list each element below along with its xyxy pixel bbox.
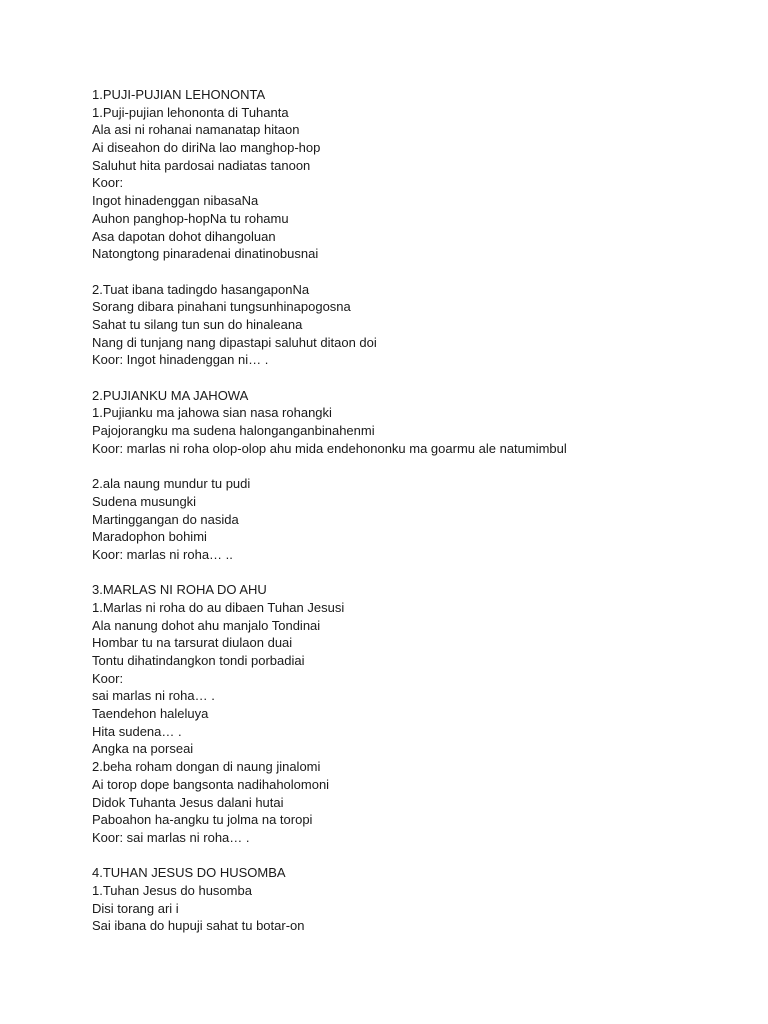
text-line: 1.Marlas ni roha do au dibaen Tuhan Jesusi — [92, 599, 345, 615]
blank-line — [92, 369, 712, 387]
text-line: Koor: marlas ni roha… .. — [92, 546, 233, 562]
text-line: Koor: — [92, 175, 124, 191]
text-line: Tontu dihatindangkon tondi porbadiai — [92, 653, 305, 668]
text-line: Paboahon ha-angku tu jolma na toropi — [92, 812, 313, 828]
text-line: Hombar tu na tarsurat diulaon duai — [92, 635, 293, 651]
text-line: Disi torang ari i — [92, 900, 179, 916]
text-line: Saluhut hita pardosai nadiatas tanoon — [92, 157, 311, 173]
text-line: Sorang dibara pinahani tungsunhinapogosna — [92, 299, 351, 315]
text-line: 1.Puji-pujian lehononta di Tuhanta — [92, 104, 289, 120]
text-line: 2.PUJIANKU MA JAHOWA — [92, 387, 249, 403]
text-line: Ala nanung dohot ahu manjalo Tondinai — [92, 617, 321, 633]
text-line: Koor: — [92, 670, 124, 686]
text-line: 4.TUHAN JESUS DO HUSOMBA — [92, 865, 286, 881]
text-line: Ai diseahon do diriNa lao manghop-hop — [92, 140, 321, 156]
text-line: sai marlas ni roha… . — [92, 688, 215, 704]
text-line: Asa dapotan dohot dihangoluan — [92, 228, 276, 244]
blank-line — [92, 457, 712, 475]
text-line: 1.Tuhan Jesus do husomba — [92, 882, 252, 898]
text-line: Hita sudena… . — [92, 723, 182, 739]
text-line: Taendehon haleluya — [92, 706, 209, 722]
text-line: Maradophon bohimi — [92, 529, 207, 545]
text-line: Pajojorangku ma sudena halonganganbinahenmi — [92, 423, 375, 439]
song-lyrics-text — [92, 86, 712, 935]
text-line: Koor: Ingot hinadenggan ni… . — [92, 352, 269, 368]
text-line: Martinggangan do nasida — [92, 511, 239, 527]
blank-line — [92, 847, 712, 865]
text-line: Ingot hinadenggan nibasaNa — [92, 193, 259, 209]
text-line: Ala asi ni rohanai namanatap hitaon — [92, 122, 300, 138]
text-line: Angka na porseai — [92, 741, 194, 757]
text-line: Nang di tunjang nang dipastapi saluhut ditaon doi — [92, 334, 377, 350]
text-line: Didok Tuhanta Jesus dalani hutai — [92, 794, 284, 810]
text-line: Natongtong pinaradenai dinatinobusnai — [92, 246, 319, 262]
text-line: 2.ala naung mundur tu pudi — [92, 476, 251, 492]
text-line: 1.PUJI-PUJIAN LEHONONTA — [92, 87, 266, 102]
text-line: 2.Tuat ibana tadingdo hasangaponNa — [92, 281, 310, 297]
blank-line — [92, 564, 712, 582]
text-line: Sai ibana do hupuji sahat tu botar-on — [92, 918, 305, 934]
text-line: Ai torop dope bangsonta nadihaholomoni — [92, 776, 330, 792]
text-line: Auhon panghop-hopNa tu rohamu — [92, 210, 289, 226]
text-line: Koor: sai marlas ni roha… . — [92, 829, 250, 845]
blank-line — [92, 263, 712, 281]
text-line: 1.Pujianku ma jahowa sian nasa rohangki — [92, 405, 332, 421]
text-line: Koor: marlas ni roha olop-olop ahu mida endehononku ma goarmu ale natumimbul — [92, 440, 567, 456]
text-line: Sudena musungki — [92, 493, 197, 509]
text-line: 3.MARLAS NI ROHA DO AHU — [92, 582, 267, 598]
text-line: Sahat tu silang tun sun do hinaleana — [92, 316, 303, 332]
text-line: 2.beha roham dongan di naung jinalomi — [92, 759, 321, 775]
